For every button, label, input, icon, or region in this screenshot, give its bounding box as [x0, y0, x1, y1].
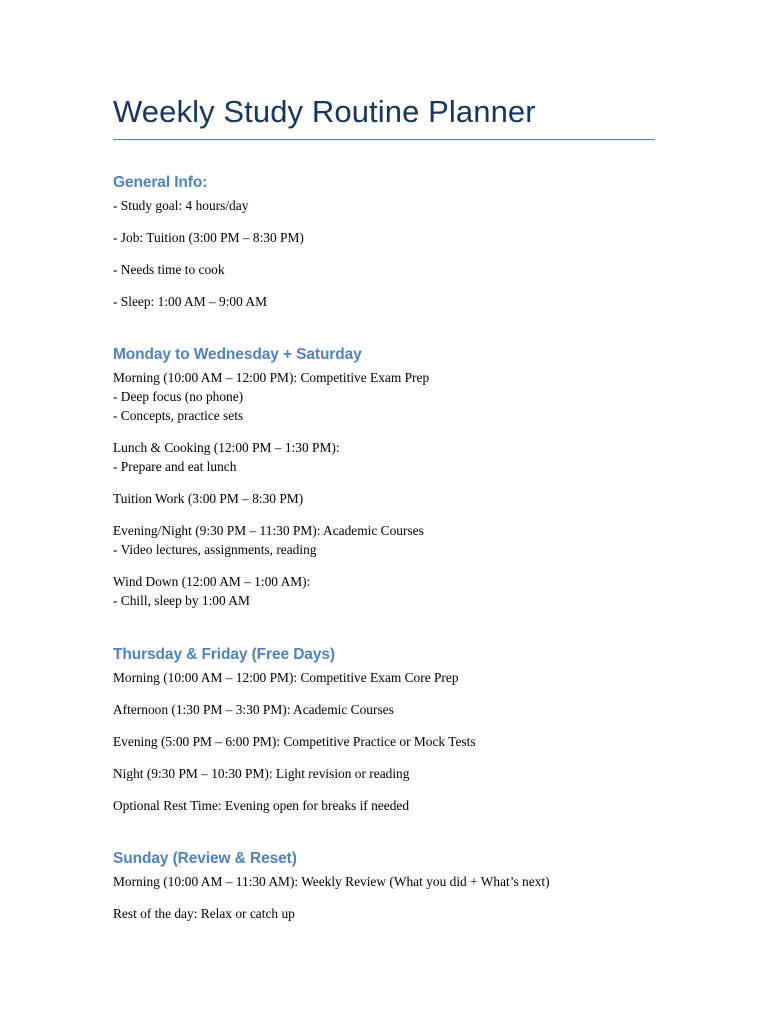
paragraph	[113, 228, 656, 247]
title-underline-rule	[113, 139, 655, 140]
section-heading: General Info:	[113, 174, 208, 191]
paragraph	[113, 904, 656, 923]
paragraph	[113, 521, 656, 559]
paragraph-line: - Study goal: 4 hours/day	[113, 198, 249, 213]
paragraph-line: - Job: Tuition (3:00 PM – 8:30 PM)	[113, 230, 304, 245]
section-heading: Thursday & Friday (Free Days)	[113, 646, 335, 663]
paragraph	[113, 368, 656, 425]
paragraph	[113, 700, 656, 719]
paragraph-line: Lunch & Cooking (12:00 PM – 1:30 PM):	[113, 440, 340, 455]
paragraph	[113, 796, 656, 815]
paragraph-line: - Concepts, practice sets	[113, 408, 244, 423]
paragraph-line: - Video lectures, assignments, reading	[113, 542, 317, 557]
paragraph	[113, 196, 656, 215]
paragraph-line: - Sleep: 1:00 AM – 9:00 AM	[113, 294, 267, 309]
paragraph	[113, 572, 656, 610]
paragraph	[113, 668, 656, 687]
paragraph-line: - Chill, sleep by 1:00 AM	[113, 593, 250, 608]
section-thu-fri	[113, 645, 656, 815]
paragraph-line: Morning (10:00 AM – 12:00 PM): Competitive Exam Prep	[113, 370, 430, 385]
section-mon-wed-sat	[113, 345, 656, 610]
paragraph	[113, 260, 656, 279]
paragraph-line: Tuition Work (3:00 PM – 8:30 PM)	[113, 491, 304, 506]
section-heading: Sunday (Review & Reset)	[113, 850, 297, 867]
paragraph-line: Optional Rest Time: Evening open for breaks if needed	[113, 798, 410, 813]
paragraph-line: - Needs time to cook	[113, 262, 225, 277]
paragraph-line: Wind Down (12:00 AM – 1:00 AM):	[113, 574, 311, 589]
section-general-info	[113, 173, 656, 311]
paragraph-line: Afternoon (1:30 PM – 3:30 PM): Academic Courses	[113, 702, 394, 717]
paragraph-line: Evening/Night (9:30 PM – 11:30 PM): Academic Courses	[113, 523, 424, 538]
paragraph-line: Rest of the day: Relax or catch up	[113, 906, 295, 921]
paragraph	[113, 872, 656, 891]
paragraph-line: - Deep focus (no phone)	[113, 389, 244, 404]
document-title: Weekly Study Routine Planner	[113, 94, 536, 129]
section-heading: Monday to Wednesday + Saturday	[113, 346, 362, 363]
paragraph	[113, 732, 656, 751]
paragraph	[113, 489, 656, 508]
paragraph	[113, 292, 656, 311]
section-sunday	[113, 849, 656, 923]
paragraph-line: Night (9:30 PM – 10:30 PM): Light revision or reading	[113, 766, 410, 781]
paragraph-line: Evening (5:00 PM – 6:00 PM): Competitive Practice or Mock Tests	[113, 734, 476, 749]
paragraph-line: Morning (10:00 AM – 12:00 PM): Competitive Exam Core Prep	[113, 670, 459, 685]
paragraph-line: Morning (10:00 AM – 11:30 AM): Weekly Review (What you did + What’s next)	[113, 874, 550, 889]
paragraph	[113, 764, 656, 783]
paragraph	[113, 438, 656, 476]
paragraph-line: - Prepare and eat lunch	[113, 459, 237, 474]
